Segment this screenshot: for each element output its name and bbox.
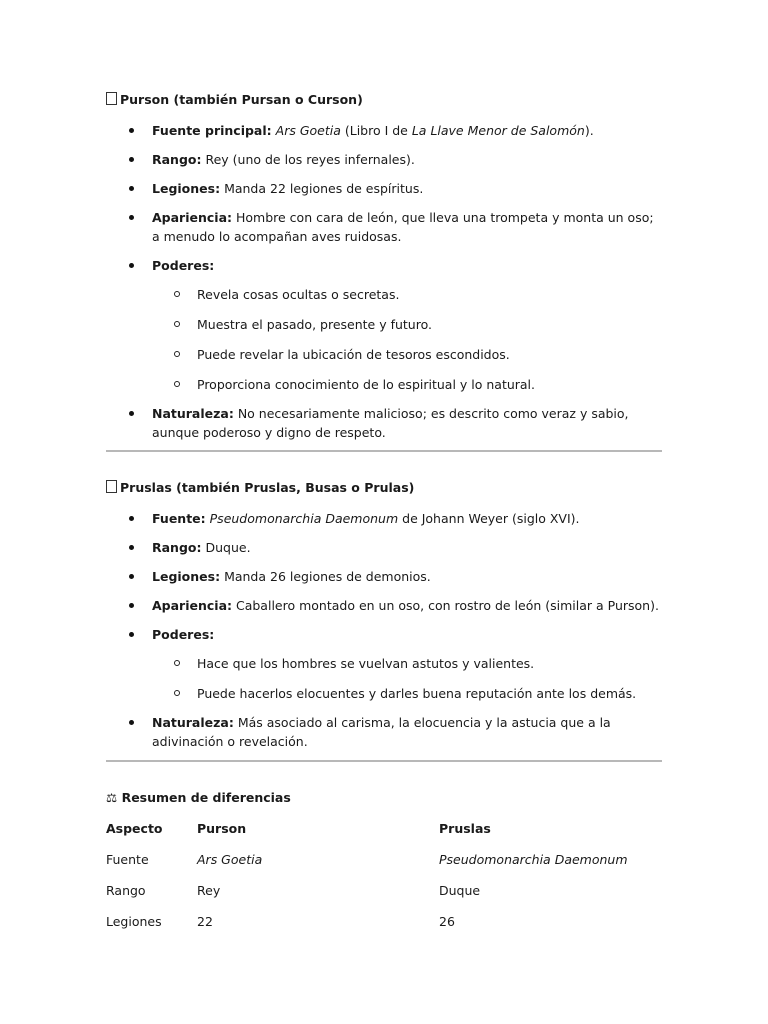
list-item: Fuente: Pseudomonarchia Daemonum de Johann Weyer (siglo XVI). (106, 509, 662, 528)
circle-bullet-icon (174, 291, 180, 297)
sub-list-item: Proporciona conocimiento de lo espiritual y lo natural. (106, 375, 662, 394)
sub-list-item: Revela cosas ocultas o secretas. (106, 285, 662, 304)
section-divider (106, 760, 662, 762)
list-item: Poderes: (106, 625, 662, 644)
bullet-icon (129, 720, 134, 725)
bullet-icon (129, 157, 134, 162)
list-item: Rango: Rey (uno de los reyes infernales). (106, 150, 662, 169)
summary-table (106, 821, 662, 945)
bullet-icon (129, 186, 134, 191)
table-cell: Legiones (106, 914, 162, 929)
list-item: Fuente principal: Ars Goetia (Libro I de La Llave Menor de Salomón). (106, 121, 662, 140)
section-divider (106, 450, 662, 452)
table-cell: Rey (197, 883, 221, 898)
circle-bullet-icon (174, 381, 180, 387)
table-header-cell: Pruslas (439, 821, 491, 836)
bullet-icon (129, 128, 134, 133)
bullet-icon (129, 574, 134, 579)
bullet-icon (129, 545, 134, 550)
sub-list-item: Hace que los hombres se vuelvan astutos y valientes. (106, 654, 662, 673)
resumen-section (106, 790, 662, 806)
circle-bullet-icon (174, 690, 180, 696)
bullet-icon (129, 632, 134, 637)
purson-list-cont (106, 404, 662, 442)
table-cell: Fuente (106, 852, 149, 867)
table-row (106, 883, 662, 914)
circle-bullet-icon (174, 321, 180, 327)
circle-bullet-icon (174, 660, 180, 666)
purson-list (106, 121, 662, 275)
resumen-heading: ⚖ Resumen de diferencias (106, 790, 291, 805)
bullet-icon (129, 411, 134, 416)
bullet-icon (129, 263, 134, 268)
table-row (106, 914, 662, 945)
scales-icon: ⚖ (106, 790, 118, 805)
pruslas-poderes-list (106, 654, 662, 703)
purson-poderes-list (106, 285, 662, 394)
table-row (106, 852, 662, 883)
pruslas-list (106, 509, 662, 644)
bullet-icon (129, 603, 134, 608)
table-cell: Ars Goetia (197, 852, 263, 867)
sub-list-item: Puede hacerlos elocuentes y darles buena reputación ante los demás. (106, 684, 662, 703)
list-item: Naturaleza: No necesariamente malicioso; es descrito como veraz y sabio, aunque poderoso y digno de respeto. (106, 404, 662, 442)
purson-heading: Purson (también Pursan o Curson) (106, 92, 662, 108)
pruslas-list-cont (106, 713, 662, 751)
list-item: Rango: Duque. (106, 538, 662, 557)
table-header-row (106, 821, 662, 852)
purson-section (106, 92, 662, 442)
table-header-cell: Aspecto (106, 821, 163, 836)
list-item: Naturaleza: Más asociado al carisma, la elocuencia y la astucia que a la adivinación o revelación. (106, 713, 662, 751)
table-cell: Rango (106, 883, 146, 898)
bullet-icon (129, 516, 134, 521)
pruslas-heading: Pruslas (también Pruslas, Busas o Prulas) (106, 480, 662, 496)
list-item: Legiones: Manda 22 legiones de espíritus. (106, 179, 662, 198)
list-item: Legiones: Manda 26 legiones de demonios. (106, 567, 662, 586)
sub-list-item: Puede revelar la ubicación de tesoros escondidos. (106, 345, 662, 364)
sub-list-item: Muestra el pasado, presente y futuro. (106, 315, 662, 334)
pruslas-section (106, 480, 662, 751)
list-item: Poderes: (106, 256, 662, 275)
table-header-cell: Purson (197, 821, 247, 836)
missing-glyph-icon (106, 480, 117, 493)
list-item: Apariencia: Hombre con cara de león, que lleva una trompeta y monta un oso; a menudo lo acompañan aves ruidosas. (106, 208, 662, 246)
bullet-icon (129, 215, 134, 220)
table-cell: 22 (197, 914, 213, 929)
table-cell: 26 (439, 914, 455, 929)
table-cell: Pseudomonarchia Daemonum (439, 852, 628, 867)
table-cell: Duque (439, 883, 481, 898)
list-item: Apariencia: Caballero montado en un oso, con rostro de león (similar a Purson). (106, 596, 662, 615)
missing-glyph-icon (106, 92, 117, 105)
circle-bullet-icon (174, 351, 180, 357)
